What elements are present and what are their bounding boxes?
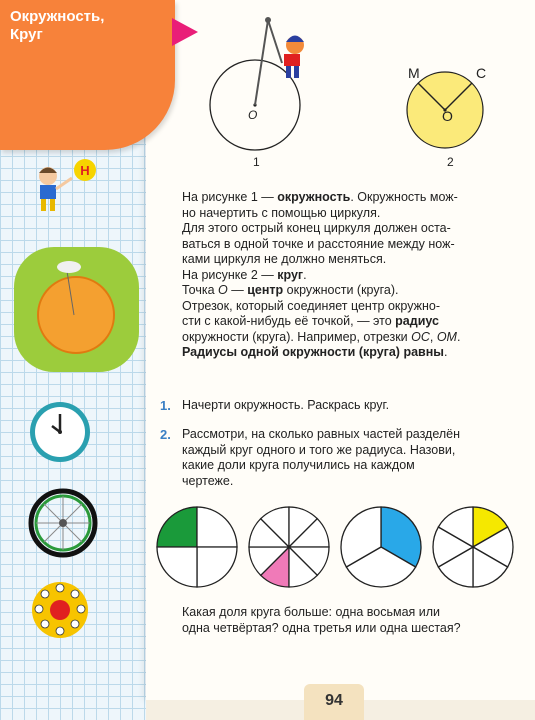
rotary-phone-dial-icon: [28, 580, 92, 640]
bicycle-wheel-icon: [28, 488, 98, 558]
divided-circles-row: [155, 505, 525, 590]
sector: [157, 547, 197, 587]
figure-2-point-m-label: M: [408, 65, 420, 81]
task-2-number: 2.: [160, 427, 171, 442]
wall-clock-icon: [28, 400, 92, 464]
divided-circle-1: [157, 507, 237, 587]
figure-2-center-label: O: [442, 108, 453, 124]
section-marker-icon: [172, 18, 198, 46]
sector: [197, 547, 237, 587]
figure-1-caption: 1: [253, 155, 260, 169]
figure-2-caption: 2: [447, 155, 454, 169]
mascot-badge-letter: Н: [80, 163, 90, 178]
sector: [197, 507, 237, 547]
chapter-title: Окружность, Круг: [10, 8, 105, 43]
divided-circle-3: [341, 507, 421, 587]
divided-circle-4: [433, 507, 513, 587]
task-1-text: Начерти окружность. Раскрась круг.: [182, 398, 390, 412]
task-1-number: 1.: [160, 398, 171, 413]
figure-2-point-c-label: C: [476, 65, 487, 81]
figure-1-center-label: O: [248, 108, 258, 122]
chapter-title-tab: [0, 0, 175, 150]
page-number-tab: [304, 684, 364, 720]
comparison-question: Какая доля круга больше: одна восьмая или одна четвёртая? одна третья или одна шестая?: [182, 605, 461, 635]
lawn-circle-illustration: [14, 247, 139, 372]
figure-1-circle-with-compass: [210, 15, 320, 155]
page-number: 94: [325, 692, 343, 709]
shaded-sector: [157, 507, 197, 547]
task-2-text: Рассмотри, на сколько равных частей разделён каждый круг одного и того же радиуса. Назови, какие доли круга получились на каждом чертеже.: [182, 427, 461, 488]
mascot-boy-icon: [30, 158, 100, 218]
explanation-text: На рисунке 1 — окружность. Окружность мож- но начертить с помощью циркуля. Для этого острый конец циркуля должен оста- ваться в одной точке и расстояние между нож- ками циркуля не должно меняться. На рисунке 2 — круг. Точка O — центр окружности (круга). Отрезок, который соединяет центр окружно- сти с какой-нибудь её точкой, — это радиус окружности (круга). Например, отрезки OC, OM. Радиусы одной окружности (круга) равны.: [182, 190, 461, 359]
divided-circle-2: [249, 507, 329, 587]
